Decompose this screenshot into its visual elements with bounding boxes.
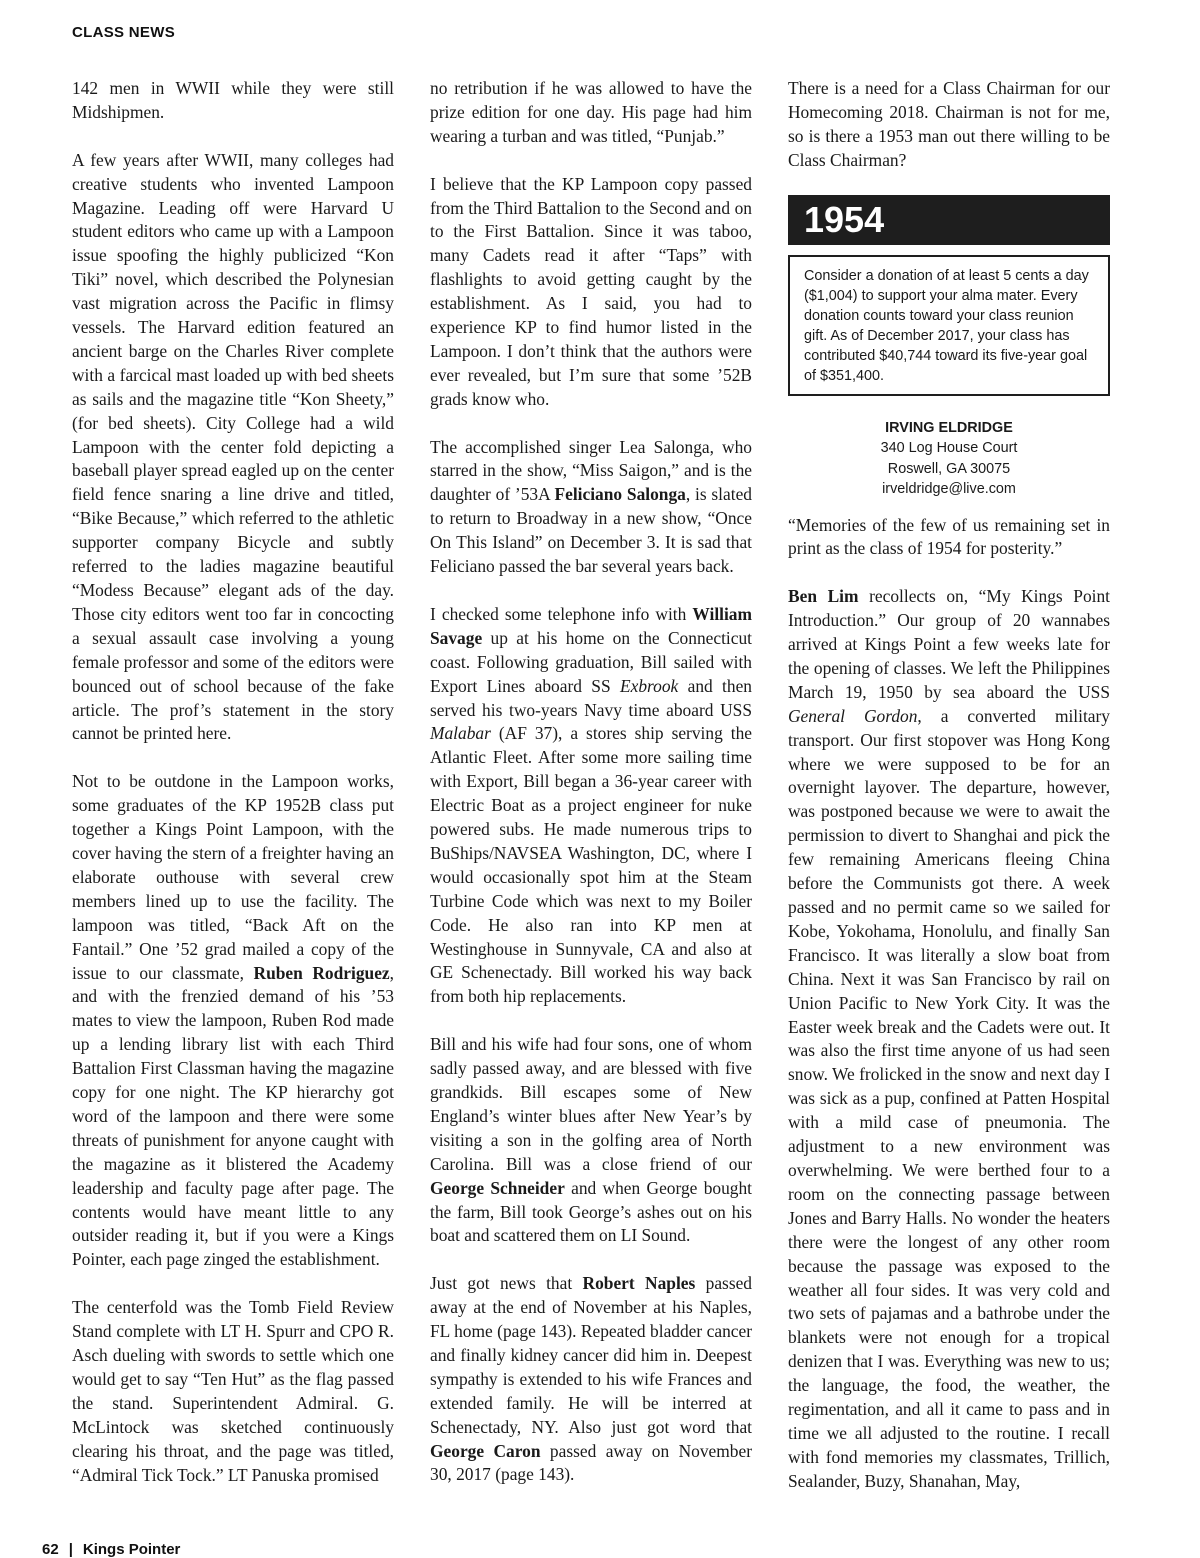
classmate-name: William Savage [430,603,752,648]
paragraph: Just got news that Robert Naples passed away at the end of November at his Naples, FL home (page 143). Repeated bladder cancer and finally kidney cancer did him in. Deepest sympathy is extended to his wife Frances and extended family. He will be interred at Schenectady, NY. Also just got word that George Caron passed away on November 30, 2017 (page 143). [430,1273,752,1485]
section-header: CLASS NEWS [72,24,176,41]
class-correspondent [788,418,1110,500]
classmate-name: Robert Naples [582,1273,696,1294]
paragraph: Not to be outdone in the Lampoon works, some graduates of the KP 1952B class put together a Kings Point Lampoon, with the cover having the stern of a freighter having an elaborate outhouse with several crew members lined up to use the facility. The lampoon was titled, “Back Aft on the Fantail.” One ’52 grad mailed a copy of the issue to our classmate, Ruben Rodriguez, and with the frenzied demand of his ’53 mates to view the lampoon, Ruben Rod made up a lending library list with each Third Battalion First Classman having the magazine copy for one night. The KP hierarchy got word of the lampoon and there were some threats of punishment for anyone caught with the magazine as it blistered the Academy leadership and faculty page after page. The contents would have meant little to any outsider reading it, but if you were a Kings Pointer, each page zinged the establishment. [72,771,394,1270]
text-column-1 [72,77,394,1487]
paragraph: Ben Lim recollects on, “My Kings Point Introduction.” Our group of 20 wannabes arrived at Kings Point a few weeks late for the opening of classes. We left the Philippines March 19, 1950 by sea aboard the USS General Gordon, a converted military transport. Our first stopover was Hong Kong where we were supposed to be for an overnight layover. The departure, however, was postponed because we were to await the permission to divert to Shanghai and pick the few remaining Americans fleeing China before the Communists got there. A week passed and no permit came so we sailed for Kobe, Yokohama, Honolulu, and finally San Francisco. It was literally a slow boat from China. Next it was San Francisco by rail on Union Pacific to New York City. It was the Easter week break and the Cadets were out. It was also the first time anyone of us had seen snow. We frolicked in the snow and next day I was sick as a pup, confined at Patten Hospital with a mild case of pneumonia. The adjustment to a new environment was overwhelming. We were berthed four to a room on the connecting passage between Jones and Barry Halls. No wonder the heaters there were the longest of any other room because the passage was exposed to the weather all four sides. It was very cold and two sets of pajamas and a bathrobe under the blankets were not enough for a tropical denizen that I was. Everything was new to us; the language, the food, the weather, the regimentation, and all it came to pass and in time we all adjusted to the routine. I recall with fond memories my classmates, Trillich, Sealander, Buzy, Shanahan, May, [788,586,1111,1491]
classmate-name: Feliciano Salonga [554,484,686,505]
classmate-name: George Schneider [430,1177,565,1198]
paragraph: The accomplished singer Lea Salonga, who starred in the show, “Miss Saigon,” and is the daughter of ’53A Feliciano Salonga, is slated to return to Broadway in a new show, “Once On This Island” on December 3. It is sad that Feliciano passed the bar several years back. [430,436,752,577]
paragraph: There is a need for a Class Chairman for our Homecoming 2018. Chairman is not for me, so is there a 1953 man out there willing to be Class Chairman? [788,78,1110,170]
text-column-2 [430,77,752,1487]
ship-name: General Gordon [788,705,918,726]
correspondent-name: IRVING ELDRIDGE [885,419,1013,436]
ship-name: Malabar [430,723,491,744]
text-column-3 [788,77,1110,1494]
paragraph: 142 men in WWII while they were still Midshipmen. [72,78,394,122]
paragraph: A few years after WWII, many colleges had creative students who invented Lampoon Magazine. Leading off were Harvard U student editors who came up with a Lampoon issue spoofing the highly publicized “Kon Tiki” novel, which described the Polynesian vast migration across the Pacific in flimsy vessels. The Harvard edition featured an ancient barge on the Charles River complete with a farcical mast loaded up with bed sheets as sails and the magazine title “Kon Sheety,” (for bed sheets). City College had a wild Lampoon with the center fold depicting a baseball player spread eagled up on the center field fence snaring a line drive and titled, “Bike Because,” which referred to the athletic supporter company Bicycle and subtly referred to the ladies magazine beautiful “Modess Because” elegant ads of the day. Those city editors went too far in concocting a sexual assault case involving a young female professor and some of the editors were bounced out of school because of the fake article. The prof’s statement in the story cannot be printed here. [72,149,394,744]
paragraph: The centerfold was the Tomb Field Review Stand complete with LT H. Spurr and CPO R. Asch dueling with swords to settle which one would get to say “Ten Hut” as the flag passed the stand. Superintendent Admiral. G. McLintock was sketched continuously clearing his throat, and the page was titled, “Admiral Tick Tock.” LT Panuska promised [72,1297,394,1485]
paragraph: Bill and his wife had four sons, one of whom sadly passed away, and are blessed with five grandkids. Bill escapes some of New England’s winter blues after New Year’s by visiting a son in the golfing area of North Carolina. Bill was a close friend of our George Schneider and when George bought the farm, Bill took George’s ashes out on his boat and scattered them on LI Sound. [430,1034,753,1246]
classmate-name: Ben Lim [788,586,859,607]
correspondent-street: 340 Log House Court [880,440,1018,457]
paragraph: I believe that the KP Lampoon copy passed from the Third Battalion to the Second and on to the First Battalion. Since it was taboo, many Cadets read it after “Taps” with flashlights to avoid getting caught by the establishment. As I said, you had to experience KP to find humor listed in the Lampoon. I don’t think that the authors were ever revealed, but I’m sure that some ’52B grads know who. [430,173,752,409]
page-number: 62 [42,1541,59,1558]
correspondent-email: irveldridge@live.com [882,481,1016,498]
class-year-banner: 1954 [788,195,1110,245]
paragraph: I checked some telephone info with William Savage up at his home on the Connecticut coast. Following graduation, Bill sailed with Export Lines aboard SS Exbrook and then served his two-years Navy time aboard USS Malabar (AF 37), a stores ship serving the Atlantic Fleet. After some more sailing time with Export, Bill began a 36-year career with Electric Boat as a project engineer for nuke powered subs. He made numerous trips to BuShips/NAVSEA Washington, DC, where I would occasionally spot him at the Steam Turbine Code which was next to my Boiler Code. He also ran into KP men at Westinghouse in Sunnyvale, CA and also at GE Schenectady. Bill worked his way back from both hip replacements. [430,603,752,1007]
footer-separator: | [68,1541,73,1558]
page-footer [42,1541,180,1558]
publication-name: Kings Pointer [82,1541,181,1558]
classmate-name: Ruben Rodriguez [253,962,390,983]
ship-name: Exbrook [619,675,679,696]
paragraph: “Memories of the few of us remaining set in print as the class of 1954 for posterity.” [788,514,1110,559]
classmate-name: George Caron [430,1440,541,1461]
paragraph: no retribution if he was allowed to have the prize edition for one day. His page had him wearing a turban and was titled, “Punjab.” [430,78,752,146]
correspondent-city: Roswell, GA 30075 [887,460,1011,477]
donation-callout: Consider a donation of at least 5 cents a day ($1,004) to support your alma mater. Every donation counts toward your class reunion gift. As of December 2017, your class has contributed $40,744 toward its five-year goal of $351,400. [788,255,1110,396]
